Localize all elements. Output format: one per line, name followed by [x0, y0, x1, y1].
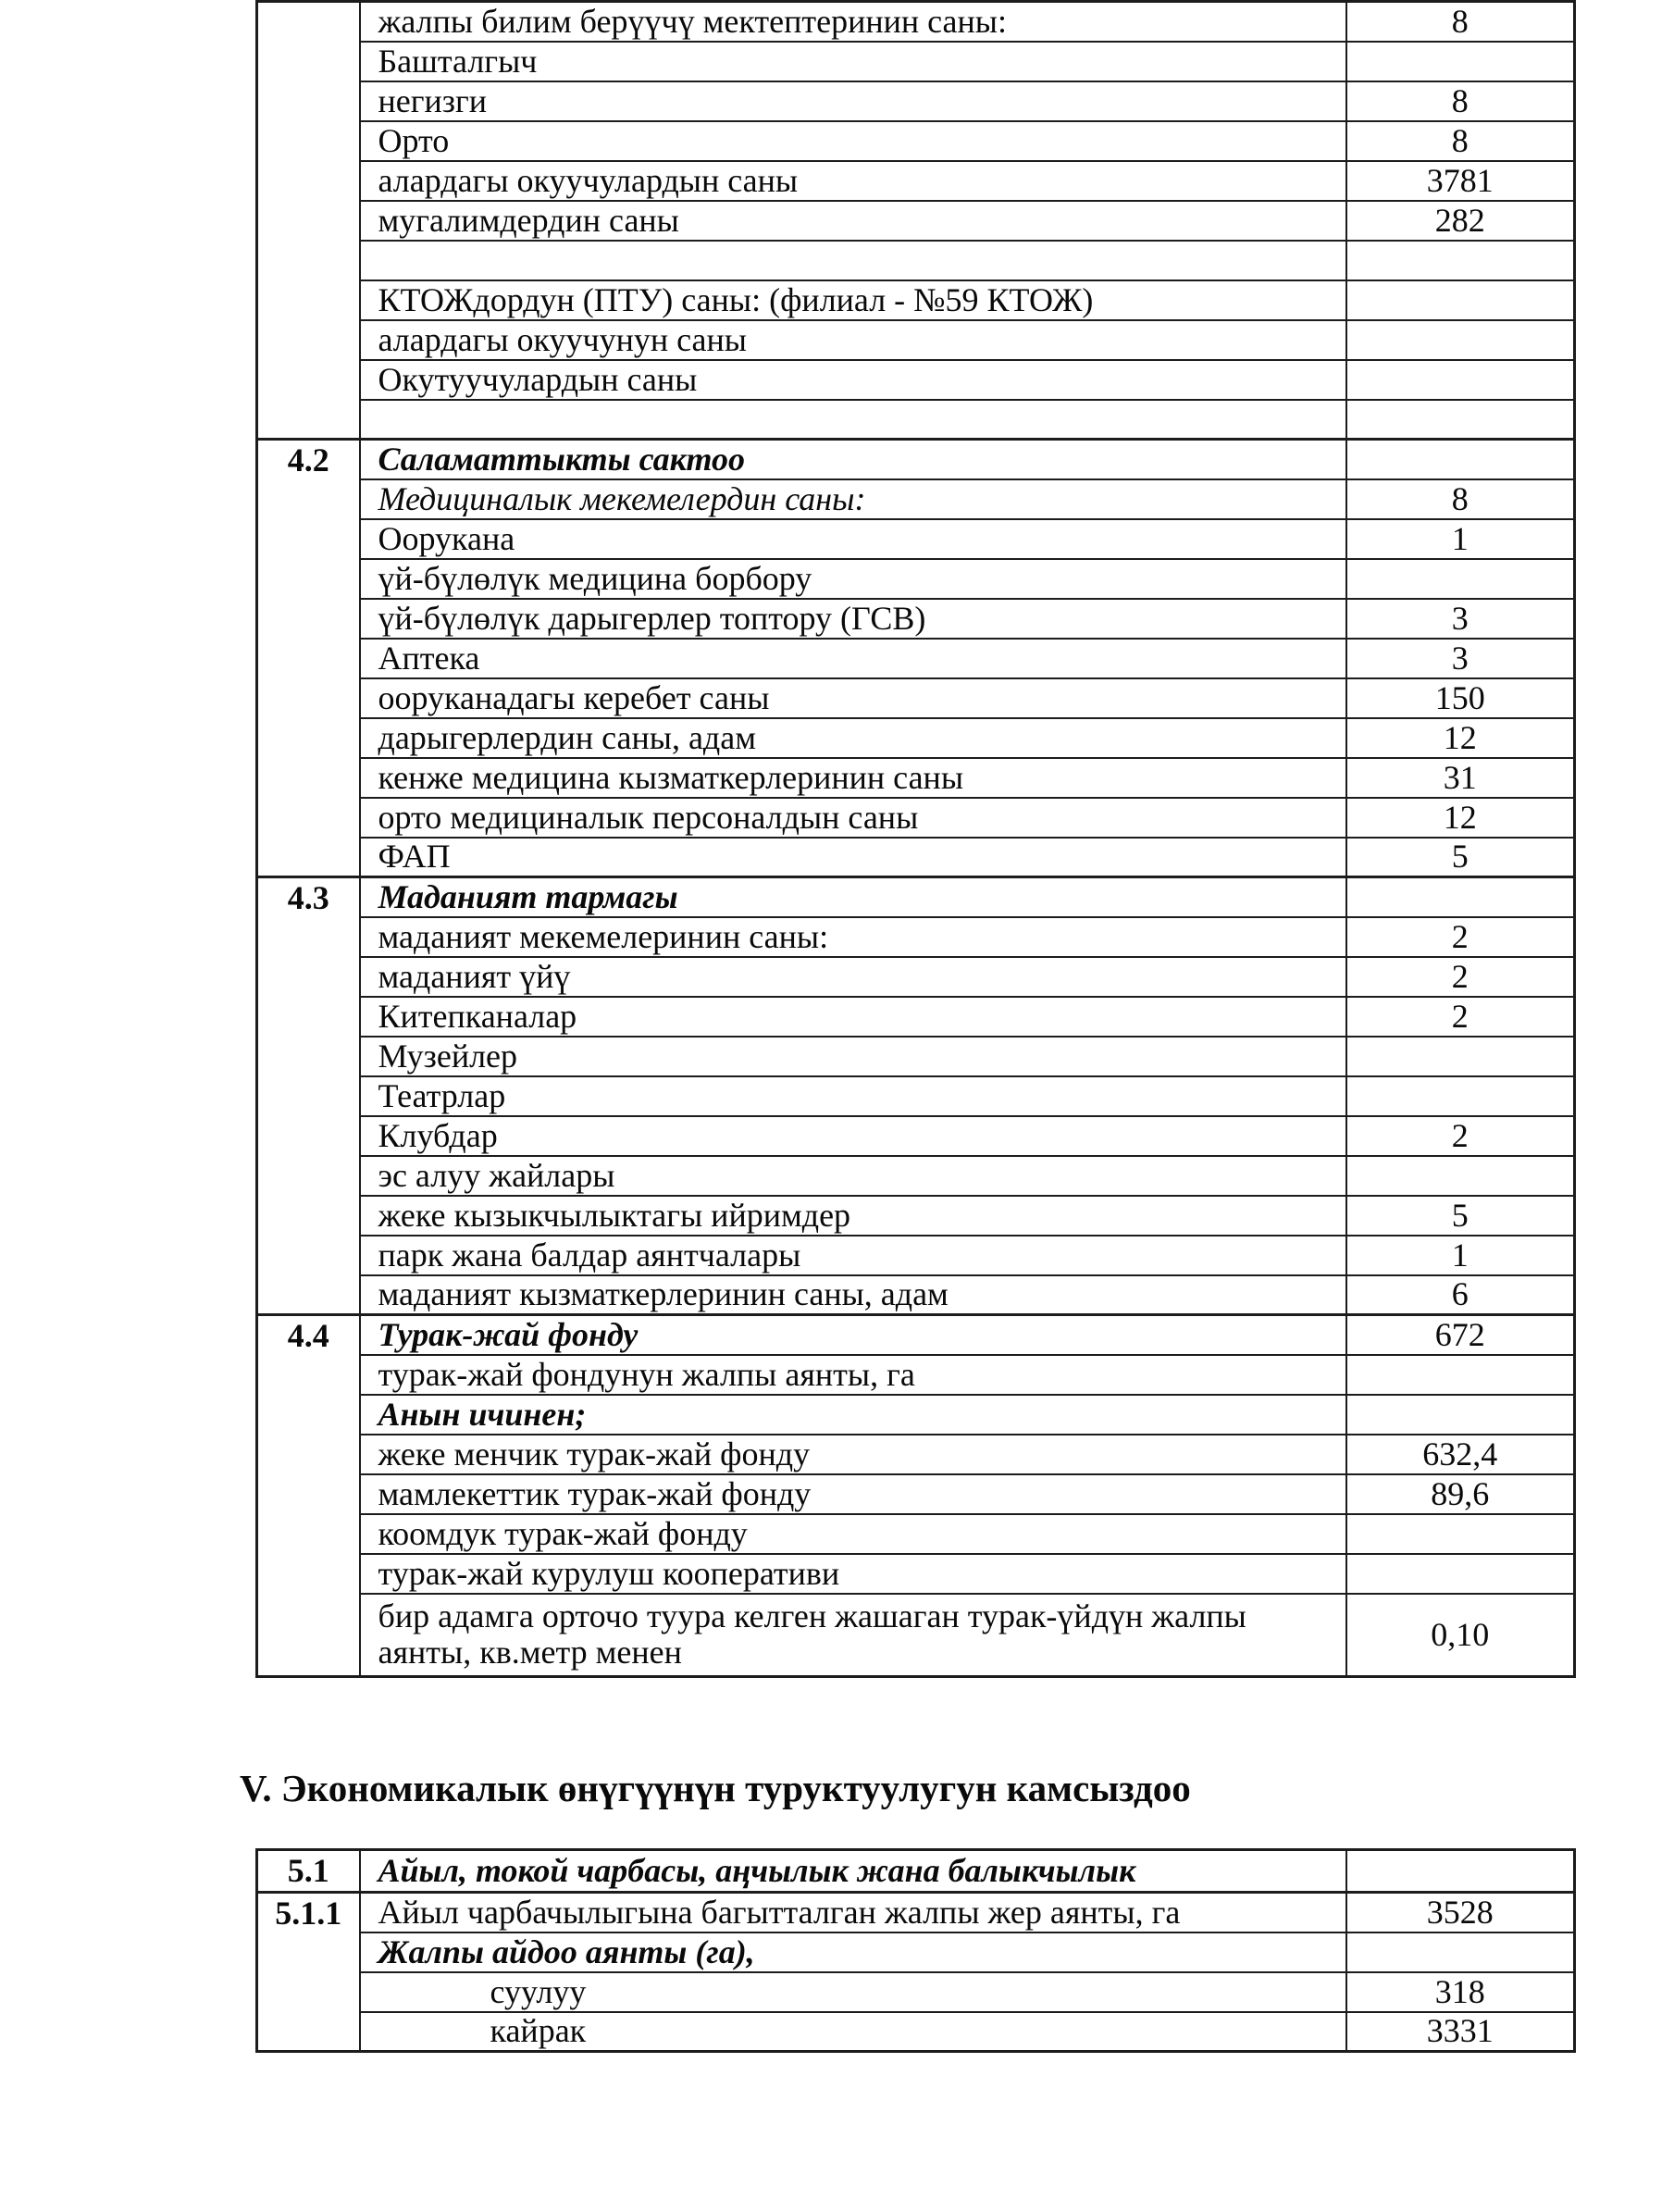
- row-value: 3781: [1346, 161, 1575, 201]
- row-value: 8: [1346, 81, 1575, 121]
- table-row: [257, 479, 1575, 519]
- row-value: 3: [1346, 599, 1575, 639]
- row-value: [1346, 1932, 1575, 1972]
- row-value: 5: [1346, 1196, 1575, 1236]
- row-label: кенже медицина кызматкерлеринин саны: [360, 758, 1346, 798]
- table-row: [257, 121, 1575, 161]
- row-label: ФАП: [360, 838, 1346, 877]
- row-value: [1346, 1156, 1575, 1196]
- row-label: жеке менчик турак-жай фонду: [360, 1435, 1346, 1474]
- table-row: [257, 241, 1575, 280]
- row-value: [1346, 1514, 1575, 1554]
- row-value: 3331: [1346, 2012, 1575, 2052]
- row-value: [1346, 559, 1575, 599]
- row-label: Театрлар: [360, 1076, 1346, 1116]
- row-value: [1346, 320, 1575, 360]
- table-row: [257, 877, 1575, 917]
- row-label: Саламаттыкты сактоо: [360, 440, 1346, 479]
- row-label: мамлекеттик турак-жай фонду: [360, 1474, 1346, 1514]
- table-row: [257, 440, 1575, 479]
- table-row: [257, 639, 1575, 678]
- row-label: суулуу: [360, 1972, 1346, 2012]
- table-row: [257, 1554, 1575, 1594]
- row-value: 2: [1346, 917, 1575, 957]
- row-value: 8: [1346, 2, 1575, 42]
- table-row: [257, 519, 1575, 559]
- table-row: [257, 838, 1575, 877]
- row-label: Башталгыч: [360, 42, 1346, 81]
- row-value: 672: [1346, 1315, 1575, 1355]
- row-label: жалпы билим берүүчү мектептеринин саны:: [360, 2, 1346, 42]
- row-label: Клубдар: [360, 1116, 1346, 1156]
- row-value: 0,10: [1346, 1594, 1575, 1677]
- row-number-cell: 4.3: [257, 877, 360, 1315]
- row-label: орто медициналык персоналдын саны: [360, 798, 1346, 838]
- table-row: [257, 1236, 1575, 1275]
- table-row: [257, 917, 1575, 957]
- table-row: [257, 42, 1575, 81]
- table-row: [257, 2, 1575, 42]
- row-label: үй-бүлөлүк медицина борбору: [360, 559, 1346, 599]
- table-row: [257, 1850, 1575, 1893]
- row-label: парк жана балдар аянтчалары: [360, 1236, 1346, 1275]
- table-row: [257, 1435, 1575, 1474]
- row-value: 2: [1346, 957, 1575, 997]
- row-label: Медициналык мекемелердин саны:: [360, 479, 1346, 519]
- row-value: 6: [1346, 1275, 1575, 1315]
- table-row: [257, 1395, 1575, 1435]
- row-label: Аптека: [360, 639, 1346, 678]
- row-label: дарыгерлердин саны, адам: [360, 718, 1346, 758]
- row-label: Оорукана: [360, 519, 1346, 559]
- row-label: турак-жай курулуш кооперативи: [360, 1554, 1346, 1594]
- row-label: негизги: [360, 81, 1346, 121]
- row-label: кайрак: [360, 2012, 1346, 2052]
- table-row: [257, 280, 1575, 320]
- row-number-cell: 4.4: [257, 1315, 360, 1677]
- table-row: [257, 599, 1575, 639]
- row-label: маданият мекемелеринин саны:: [360, 917, 1346, 957]
- row-label: [360, 400, 1346, 440]
- row-label: алардагы окуучулардын саны: [360, 161, 1346, 201]
- row-number-cell: 5.1.1: [257, 1893, 360, 2052]
- table-row: [257, 1116, 1575, 1156]
- table-row: [257, 678, 1575, 718]
- row-label: үй-бүлөлүк дарыгерлер топтору (ГСВ): [360, 599, 1346, 639]
- table-row: [257, 1037, 1575, 1076]
- row-value: [1346, 280, 1575, 320]
- row-label: Музейлер: [360, 1037, 1346, 1076]
- row-value: 2: [1346, 1116, 1575, 1156]
- row-label: ооруканадагы керебет саны: [360, 678, 1346, 718]
- row-label: алардагы окуучунун саны: [360, 320, 1346, 360]
- table-row: [257, 1932, 1575, 1972]
- table-row: [257, 1893, 1575, 1932]
- row-label: Турак-жай фонду: [360, 1315, 1346, 1355]
- row-label: Анын ичинен;: [360, 1395, 1346, 1435]
- row-label: мугалимдердин саны: [360, 201, 1346, 241]
- row-value: 3: [1346, 639, 1575, 678]
- row-value: [1346, 360, 1575, 400]
- row-label: Айыл, токой чарбасы, аңчылык жана балыкчылык: [360, 1850, 1346, 1893]
- row-value: [1346, 1395, 1575, 1435]
- row-label: [360, 241, 1346, 280]
- row-label: эс алуу жайлары: [360, 1156, 1346, 1196]
- row-value: [1346, 1355, 1575, 1395]
- row-value: 318: [1346, 1972, 1575, 2012]
- row-value: 12: [1346, 718, 1575, 758]
- row-value: 12: [1346, 798, 1575, 838]
- row-value: 89,6: [1346, 1474, 1575, 1514]
- row-label: турак-жай фондунун жалпы аянты, га: [360, 1355, 1346, 1395]
- row-value: 282: [1346, 201, 1575, 241]
- row-value: 8: [1346, 479, 1575, 519]
- table-row: [257, 161, 1575, 201]
- table-row: [257, 718, 1575, 758]
- section-v-heading: V. Экономикалык өнүгүүнүн туруктуулугун камсыздоо: [240, 1767, 1191, 1809]
- table-row: [257, 997, 1575, 1037]
- row-label: Жалпы айдоо аянты (га),: [360, 1932, 1346, 1972]
- indicators-table-section4: [255, 0, 1576, 1678]
- table-row: [257, 320, 1575, 360]
- row-label: бир адамга орточо туура келген жашаган турак-үйдүн жалпы аянты, кв.метр менен: [360, 1594, 1346, 1677]
- row-value: 1: [1346, 1236, 1575, 1275]
- row-value: 1: [1346, 519, 1575, 559]
- row-value: [1346, 1076, 1575, 1116]
- row-label: Окутуучулардын саны: [360, 360, 1346, 400]
- table-row: [257, 758, 1575, 798]
- table-row: [257, 957, 1575, 997]
- row-value: [1346, 1850, 1575, 1893]
- row-label: маданият кызматкерлеринин саны, адам: [360, 1275, 1346, 1315]
- table-row: [257, 2012, 1575, 2052]
- table-row: [257, 400, 1575, 440]
- row-value: [1346, 877, 1575, 917]
- table-row: [257, 1076, 1575, 1116]
- row-label: Айыл чарбачылыгына багытталган жалпы жер аянты, га: [360, 1893, 1346, 1932]
- row-value: [1346, 1554, 1575, 1594]
- row-value: 3528: [1346, 1893, 1575, 1932]
- row-number-cell: 4.2: [257, 440, 360, 877]
- row-label: жеке кызыкчылыктагы ийримдер: [360, 1196, 1346, 1236]
- table-row: [257, 360, 1575, 400]
- table-row: [257, 1474, 1575, 1514]
- table-row: [257, 1355, 1575, 1395]
- row-value: 8: [1346, 121, 1575, 161]
- row-value: 31: [1346, 758, 1575, 798]
- table-row: [257, 1315, 1575, 1355]
- table-row: [257, 1156, 1575, 1196]
- table-row: [257, 201, 1575, 241]
- row-value: 632,4: [1346, 1435, 1575, 1474]
- table-row: [257, 1972, 1575, 2012]
- table-row: [257, 798, 1575, 838]
- row-label: коомдук турак-жай фонду: [360, 1514, 1346, 1554]
- row-value: [1346, 1037, 1575, 1076]
- row-number-cell: 5.1: [257, 1850, 360, 1893]
- row-label: Маданият тармагы: [360, 877, 1346, 917]
- table-row: [257, 1514, 1575, 1554]
- row-value: [1346, 400, 1575, 440]
- row-value: 5: [1346, 838, 1575, 877]
- table-row: [257, 1275, 1575, 1315]
- table-row: [257, 559, 1575, 599]
- table-row: [257, 1594, 1575, 1677]
- table-row: [257, 81, 1575, 121]
- row-value: 2: [1346, 997, 1575, 1037]
- row-label: Орто: [360, 121, 1346, 161]
- row-label: Китепканалар: [360, 997, 1346, 1037]
- row-value: 150: [1346, 678, 1575, 718]
- row-label: КТОЖдордун (ПТУ) саны: (филиал - №59 КТОЖ): [360, 280, 1346, 320]
- row-label: маданият үйү: [360, 957, 1346, 997]
- table-row: [257, 1196, 1575, 1236]
- row-value: [1346, 42, 1575, 81]
- row-value: [1346, 440, 1575, 479]
- indicators-table-section5: [255, 1848, 1576, 2053]
- row-number-cell: [257, 2, 360, 440]
- row-value: [1346, 241, 1575, 280]
